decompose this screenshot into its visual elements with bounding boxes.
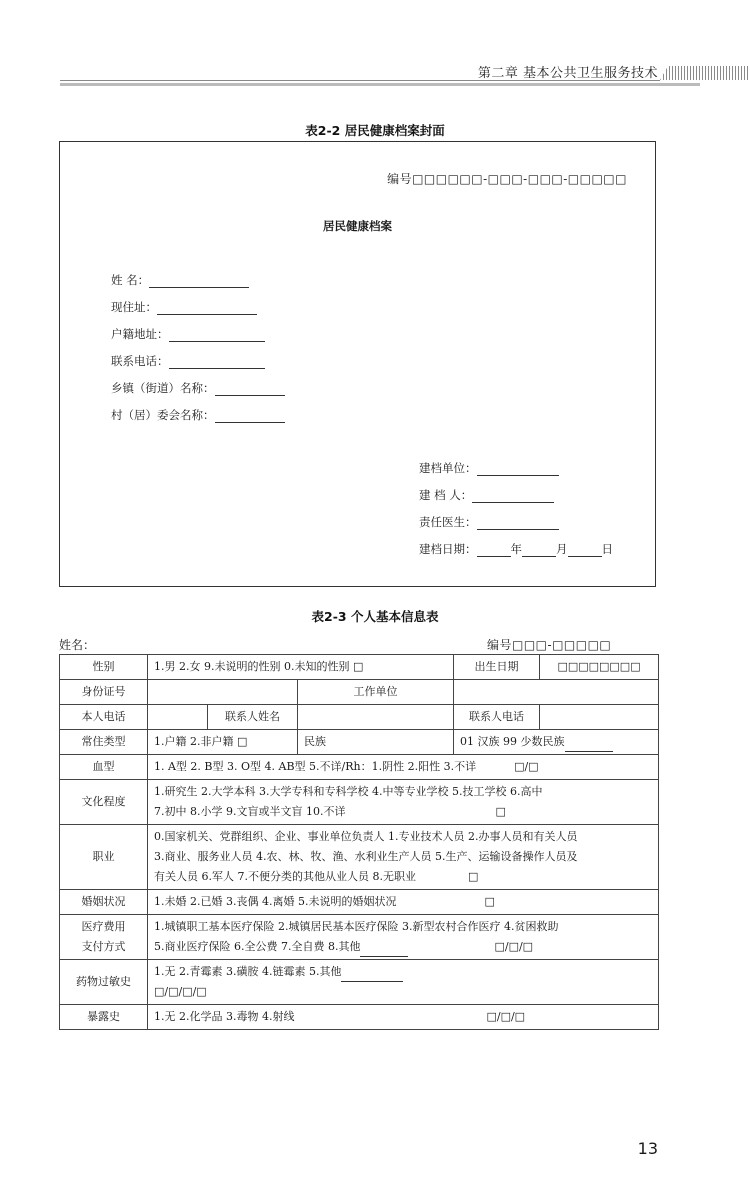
- nation-options-text: 01 汉族 99 少数民族: [460, 735, 565, 748]
- field-village-label: 村（居）委会名称：: [111, 408, 215, 422]
- field-person-label: 建 档 人：: [419, 488, 473, 502]
- payment-label: [60, 915, 148, 960]
- education-options[interactable]: [148, 780, 659, 825]
- field-year-label: 年: [510, 542, 522, 556]
- field-township-line[interactable]: [215, 383, 285, 396]
- contact-phone-value[interactable]: [540, 705, 659, 730]
- marital-checkbox[interactable]: □: [484, 895, 495, 908]
- allergy-options[interactable]: [148, 960, 659, 1005]
- field-person[interactable]: [419, 487, 554, 503]
- contact-name-label: 联系人姓名: [208, 705, 298, 730]
- birth-date-label: 出生日期: [454, 655, 540, 680]
- education-line-2: 7.初中 8.小学 9.文盲或半文盲 10.不详: [154, 805, 346, 818]
- field-township[interactable]: [111, 380, 285, 396]
- header-rule: [60, 80, 660, 81]
- row-id: [60, 680, 659, 705]
- field-day-line[interactable]: [568, 544, 602, 557]
- field-year-line[interactable]: [477, 544, 511, 557]
- allergy-checkbox[interactable]: □/□/□/□: [154, 985, 207, 998]
- contact-phone-label: 联系人电话: [454, 705, 540, 730]
- field-household-label: 户籍地址：: [111, 327, 169, 341]
- cover-title: 居民健康档案: [323, 219, 392, 233]
- row-residence: [60, 730, 659, 755]
- nation-options[interactable]: [454, 730, 659, 755]
- contact-name-value[interactable]: [298, 705, 454, 730]
- info-table-caption: 表2-3 个人基本信息表: [311, 609, 439, 624]
- allergy-line-1-wrap: [154, 962, 652, 982]
- residence-label: 常住类型: [60, 730, 148, 755]
- birth-date-boxes[interactable]: □□□□□□□□: [540, 655, 659, 680]
- occupation-line-3-wrap: [154, 867, 652, 887]
- field-phone[interactable]: [111, 353, 265, 369]
- payment-line-2-wrap: [154, 937, 652, 957]
- field-household[interactable]: [111, 326, 265, 342]
- exposure-label: 暴露史: [60, 1005, 148, 1030]
- field-township-label: 乡镇（街道）名称：: [111, 381, 215, 395]
- marital-label: 婚姻状况: [60, 890, 148, 915]
- allergy-label: 药物过敏史: [60, 960, 148, 1005]
- field-unit[interactable]: [419, 460, 559, 476]
- occupation-line-1: 0.国家机关、党群组织、企业、事业单位负责人 1.专业技术人员 2.办事人员和有关人员: [154, 830, 578, 843]
- field-unit-label: 建档单位：: [419, 461, 477, 475]
- blood-label: 血型: [60, 755, 148, 780]
- field-name-line[interactable]: [149, 275, 249, 288]
- chapter-title: 第二章 基本公共卫生服务技术: [477, 66, 658, 81]
- marital-options-text: 1.未婚 2.已婚 3.丧偶 4.离婚 5.未说明的婚姻状况: [154, 895, 397, 908]
- field-name[interactable]: [111, 272, 249, 288]
- field-doctor-label: 责任医生：: [419, 515, 477, 529]
- page-header: [0, 56, 750, 86]
- field-doctor-line[interactable]: [477, 517, 559, 530]
- cover-table-caption: 表2-2 居民健康档案封面: [305, 123, 445, 138]
- health-record-cover: [59, 141, 656, 587]
- occupation-label: 职业: [60, 825, 148, 890]
- allergy-line-1: 1.无 2.青霉素 3.磺胺 4.链霉素 5.其他: [154, 965, 342, 978]
- row-occupation: [60, 825, 659, 890]
- occupation-checkbox[interactable]: □: [467, 870, 479, 883]
- marital-options[interactable]: [148, 890, 659, 915]
- field-date[interactable]: [419, 541, 613, 557]
- row-education: [60, 780, 659, 825]
- row-gender: [60, 655, 659, 680]
- work-unit-value[interactable]: [454, 680, 659, 705]
- blood-options[interactable]: [148, 755, 659, 780]
- payment-line-1: 1.城镇职工基本医疗保险 2.城镇居民基本医疗保险 3.新型农村合作医疗 4.贫困救助: [154, 920, 559, 933]
- header-decoration: [660, 66, 750, 80]
- field-day-label: 日: [601, 542, 613, 556]
- field-name-label: 姓 名：: [111, 273, 150, 287]
- occupation-line-2: 3.商业、服务业人员 4.农、林、牧、渔、水利业生产人员 5.生产、运输设备操作人员及: [154, 850, 578, 863]
- field-person-line[interactable]: [472, 490, 554, 503]
- field-doctor[interactable]: [419, 514, 559, 530]
- id-value[interactable]: [148, 680, 298, 705]
- info-number: 编号□□□-□□□□□: [487, 638, 612, 652]
- field-phone-line[interactable]: [169, 356, 265, 369]
- row-marital: [60, 890, 659, 915]
- gender-options[interactable]: 1.男 2.女 9.未说明的性别 0.未知的性别 □: [148, 655, 454, 680]
- blood-checkbox[interactable]: □/□: [514, 760, 539, 773]
- field-household-line[interactable]: [169, 329, 265, 342]
- payment-label-2: 支付方式: [81, 940, 126, 953]
- phone-value[interactable]: [148, 705, 208, 730]
- field-unit-line[interactable]: [477, 463, 559, 476]
- info-name-label: 姓名：: [59, 638, 96, 652]
- page-number: 13: [637, 1139, 658, 1158]
- row-exposure: [60, 1005, 659, 1030]
- education-label: 文化程度: [60, 780, 148, 825]
- phone-label: 本人电话: [60, 705, 148, 730]
- field-month-line[interactable]: [522, 544, 556, 557]
- education-checkbox[interactable]: □: [495, 805, 506, 818]
- allergy-other-line[interactable]: [341, 969, 403, 982]
- field-phone-label: 联系电话：: [111, 354, 169, 368]
- occupation-options[interactable]: [148, 825, 659, 890]
- education-line-2-wrap: [154, 802, 652, 822]
- payment-label-1: 医疗费用: [81, 920, 126, 933]
- payment-line-2: 5.商业医疗保险 6.全公费 7.全自费 8.其他: [154, 940, 361, 953]
- row-payment: [60, 915, 659, 960]
- occupation-line-3: 有关人员 6.军人 7.不便分类的其他从业人员 8.无职业: [154, 870, 416, 883]
- cover-number: 编号□□□□□□-□□□-□□□-□□□□□: [387, 172, 627, 186]
- field-address-label: 现住址：: [111, 300, 157, 314]
- exposure-options-text: 1.无 2.化学品 3.毒物 4.射线: [154, 1010, 295, 1023]
- row-phone: [60, 705, 659, 730]
- personal-info-table: [59, 654, 659, 1030]
- nation-line[interactable]: [565, 739, 613, 752]
- payment-other-line[interactable]: [360, 944, 408, 957]
- field-address-line[interactable]: [157, 302, 257, 315]
- work-unit-label: 工作单位: [298, 680, 454, 705]
- gender-label: 性别: [60, 655, 148, 680]
- payment-options[interactable]: [148, 915, 659, 960]
- field-date-label: 建档日期：: [419, 542, 477, 556]
- field-village-line[interactable]: [215, 410, 285, 423]
- exposure-options[interactable]: [148, 1005, 659, 1030]
- field-month-label: 月: [556, 542, 568, 556]
- field-address[interactable]: [111, 299, 257, 315]
- blood-options-text: 1. A型 2. B型 3. O型 4. AB型 5.不详/Rh：1.阴性 2.阳性 3.不详: [154, 760, 477, 773]
- id-label: 身份证号: [60, 680, 148, 705]
- row-blood: [60, 755, 659, 780]
- nation-label: 民族: [298, 730, 454, 755]
- payment-checkbox[interactable]: □/□/□: [494, 940, 534, 953]
- education-line-1: 1.研究生 2.大学本科 3.大学专科和专科学校 4.中等专业学校 5.技工学校 6.高中: [154, 785, 543, 798]
- field-village[interactable]: [111, 407, 285, 423]
- row-allergy: [60, 960, 659, 1005]
- header-rule-thick: [60, 83, 700, 86]
- residence-options[interactable]: 1.户籍 2.非户籍 □: [148, 730, 298, 755]
- exposure-checkbox[interactable]: □/□/□: [486, 1010, 526, 1023]
